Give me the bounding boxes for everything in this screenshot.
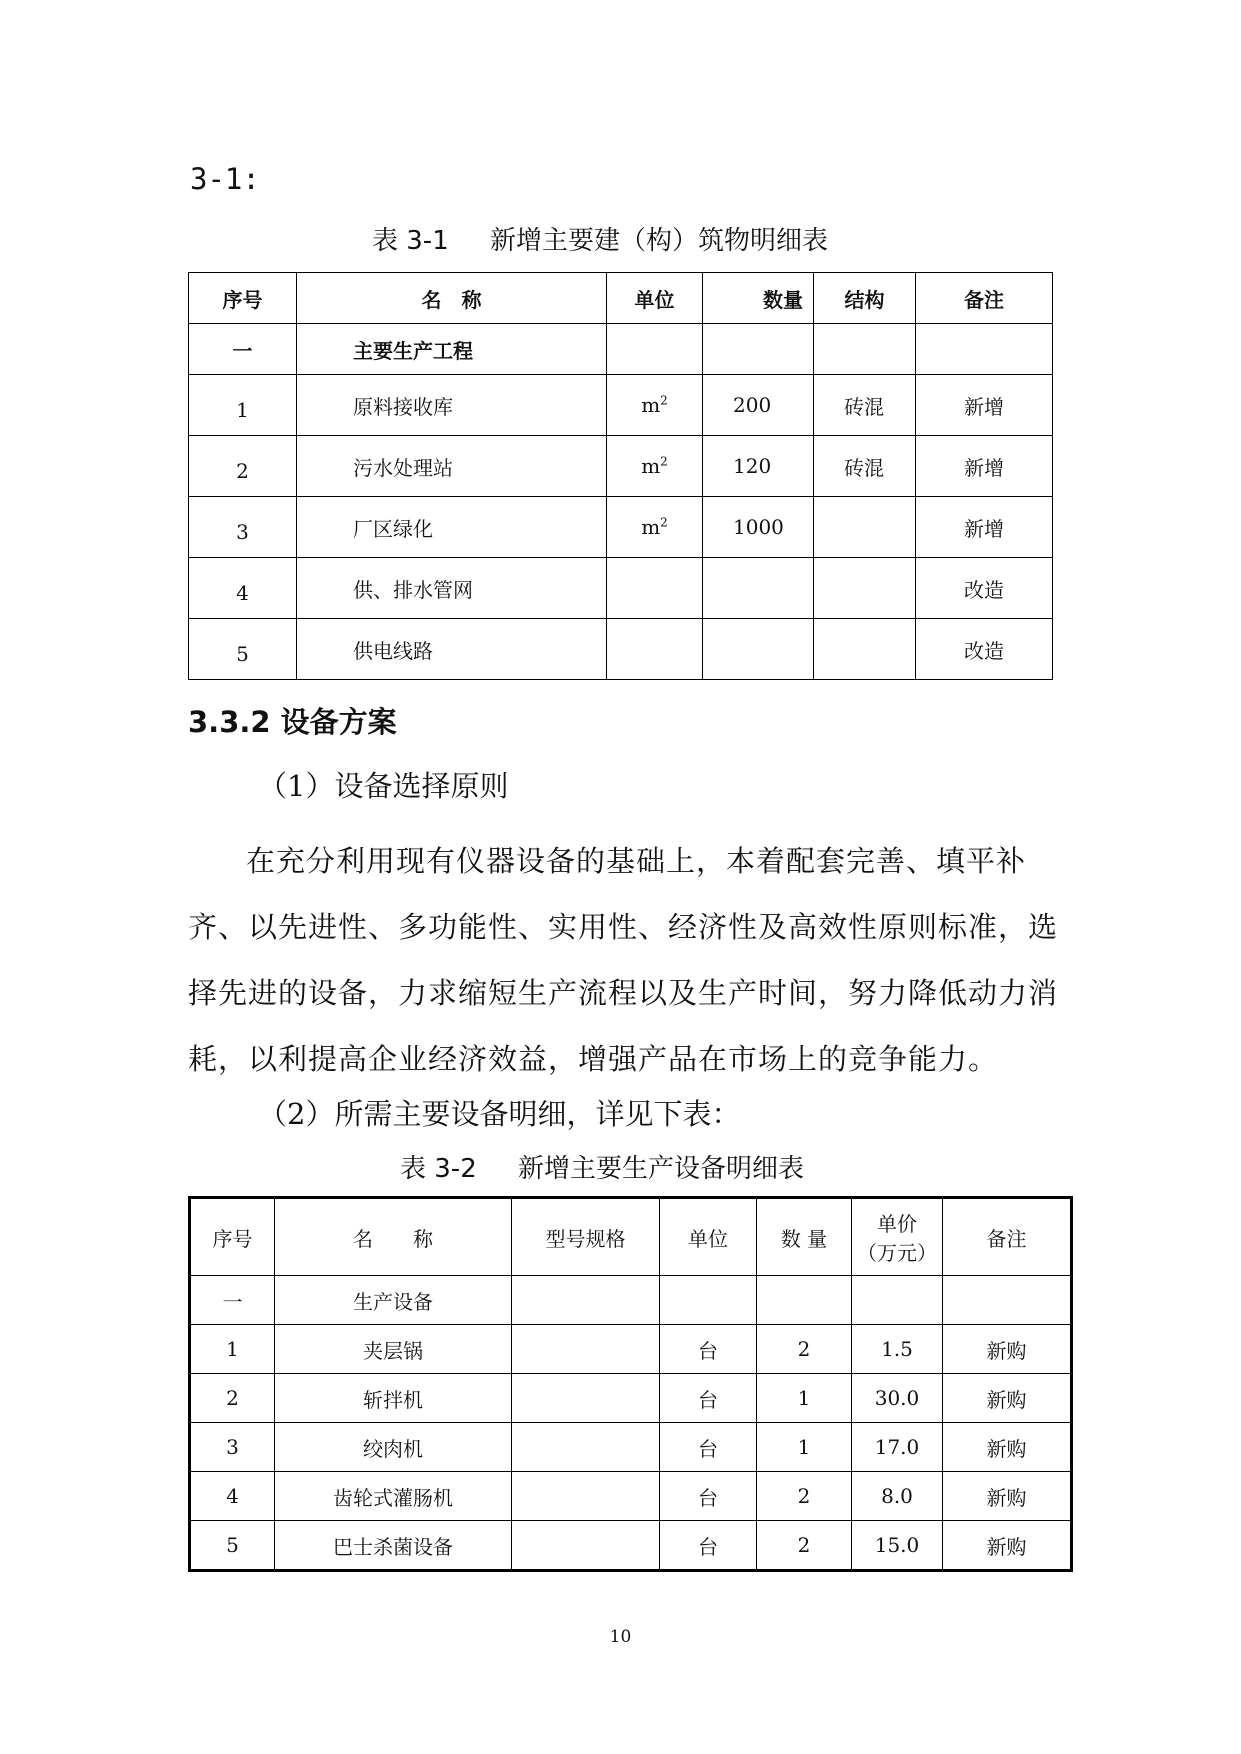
note: 新购 [943,1521,1072,1571]
header-cell: 名 称 [297,273,607,324]
structure [814,497,916,558]
intro-text: 3-1: [190,162,260,196]
unit-price: 30.0 [852,1374,943,1423]
table-row [189,436,1053,497]
table-row [190,1423,1072,1472]
spec [512,1472,660,1521]
row-number: 1 [189,375,297,436]
note: 新购 [943,1472,1072,1521]
buildings-table [188,272,1053,680]
header-cell: 单位 [607,273,703,324]
quantity: 2 [757,1472,852,1521]
table-section-row [190,1276,1072,1325]
quantity: 200 [703,375,814,436]
header-cell-price [852,1198,943,1276]
note: 新购 [943,1374,1072,1423]
item-name: 供、排水管网 [297,558,607,619]
subheading-1: （1）设备选择原则 [258,769,509,803]
header-cell: 序号 [189,273,297,324]
row-number: 4 [189,558,297,619]
unit-cell [607,375,703,436]
item-name: 原料接收库 [297,375,607,436]
unit: m [641,393,661,417]
table-row [190,1325,1072,1374]
section-heading: 3.3.2 设备方案 [188,705,397,739]
header-cell: 结构 [814,273,916,324]
unit-cell [607,558,703,619]
table-1-caption: 表 3-1 新增主要建（构）筑物明细表 [372,226,829,256]
item-name: 厂区绿化 [297,497,607,558]
row-number: 5 [189,619,297,680]
quantity: 2 [757,1325,852,1374]
unit-cell [607,436,703,497]
row-number: 3 [189,497,297,558]
section-name: 生产设备 [275,1276,512,1325]
note: 改造 [916,619,1053,680]
unit: m [641,515,661,539]
unit-price: 15.0 [852,1521,943,1571]
unit-cell [607,497,703,558]
equipment-name: 绞肉机 [275,1423,512,1472]
price-header-line-2: （万元） [857,1241,937,1265]
note: 新购 [943,1325,1072,1374]
unit: m [641,454,661,478]
quantity: 1 [757,1374,852,1423]
quantity: 120 [703,436,814,497]
subheading-2: （2）所需主要设备明细，详见下表： [258,1097,741,1131]
equipment-name: 夹层锅 [275,1325,512,1374]
unit-price: 8.0 [852,1472,943,1521]
header-cell: 单位 [660,1198,757,1276]
row-number: 5 [190,1521,275,1571]
table-row [190,1472,1072,1521]
note: 新购 [943,1423,1072,1472]
table-header-row [189,273,1053,324]
unit: 台 [660,1374,757,1423]
unit: 台 [660,1521,757,1571]
header-cell: 备注 [943,1198,1072,1276]
equipment-table [188,1196,1073,1572]
table-row [189,497,1053,558]
note: 新增 [916,436,1053,497]
unit-price: 17.0 [852,1423,943,1472]
body-paragraph: 在充分利用现有仪器设备的基础上，本着配套完善、填平补齐、以先进性、多功能性、实用性、经济性及高效性原则标准，选择先进的设备，力求缩短生产流程以及生产时间，努力降低动力消耗，以利提高企业经济效益，增强产品在市场上的竞争能力。 [188,844,1059,1076]
note: 改造 [916,558,1053,619]
table-row [190,1374,1072,1423]
structure: 砖混 [814,375,916,436]
row-number: 2 [189,436,297,497]
header-cell: 备注 [916,273,1053,324]
section-number: 一 [190,1276,275,1325]
header-cell: 序号 [190,1198,275,1276]
spec [512,1325,660,1374]
item-name: 污水处理站 [297,436,607,497]
table-2-caption: 表 3-2 新增主要生产设备明细表 [400,1154,805,1184]
structure [814,619,916,680]
row-number: 3 [190,1423,275,1472]
structure [814,558,916,619]
header-cell: 型号规格 [512,1198,660,1276]
header-cell: 名 称 [275,1198,512,1276]
page-number: 10 [609,1627,632,1647]
spec [512,1374,660,1423]
structure: 砖混 [814,436,916,497]
row-number: 1 [190,1325,275,1374]
quantity: 2 [757,1521,852,1571]
row-number: 4 [190,1472,275,1521]
spec [512,1423,660,1472]
section-name: 主要生产工程 [297,324,607,375]
table-row [189,619,1053,680]
table-row [189,375,1053,436]
unit: 台 [660,1472,757,1521]
unit: 台 [660,1325,757,1374]
unit: 台 [660,1423,757,1472]
quantity: 1000 [703,497,814,558]
unit-superscript: 2 [660,515,668,530]
section-number: 一 [189,324,297,375]
unit-cell [607,619,703,680]
header-cell: 数 量 [757,1198,852,1276]
note: 新增 [916,497,1053,558]
price-header-line-1: 单价 [877,1212,917,1236]
item-name: 供电线路 [297,619,607,680]
note: 新增 [916,375,1053,436]
equipment-name: 巴士杀菌设备 [275,1521,512,1571]
table-row [189,558,1053,619]
row-number: 2 [190,1374,275,1423]
unit-superscript: 2 [660,393,668,408]
unit-superscript: 2 [660,454,668,469]
equipment-name: 斩拌机 [275,1374,512,1423]
table-row [190,1521,1072,1571]
quantity [703,558,814,619]
table-section-row [189,324,1053,375]
unit-price: 1.5 [852,1325,943,1374]
quantity [703,619,814,680]
equipment-name: 齿轮式灌肠机 [275,1472,512,1521]
spec [512,1521,660,1571]
table-header-row [190,1198,1072,1276]
quantity: 1 [757,1423,852,1472]
header-cell: 数量 [703,273,814,324]
